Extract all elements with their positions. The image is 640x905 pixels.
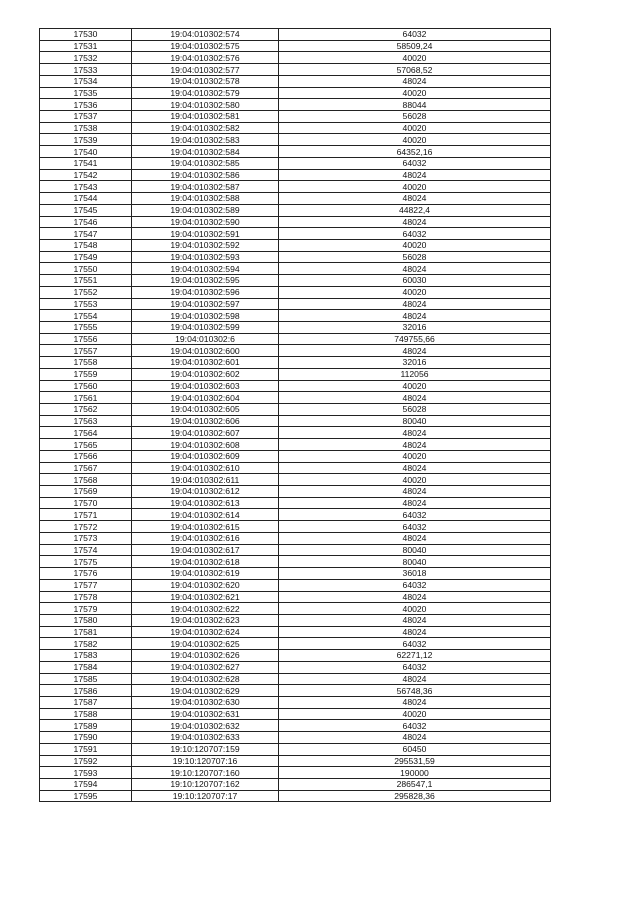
cadastral-number-cell: 19:04:010302:582: [132, 122, 279, 134]
table-row: [40, 181, 551, 193]
cadastral-number-cell: 19:04:010302:612: [132, 486, 279, 498]
value-cell: 40020: [279, 474, 551, 486]
value-cell: 64032: [279, 228, 551, 240]
row-number-cell: 17586: [40, 685, 132, 697]
cadastral-number-cell: 19:04:010302:576: [132, 52, 279, 64]
data-table: [39, 28, 551, 802]
table-row: [40, 626, 551, 638]
table-row: [40, 568, 551, 580]
row-number-cell: 17557: [40, 345, 132, 357]
row-number-cell: 17541: [40, 157, 132, 169]
value-cell: 48024: [279, 462, 551, 474]
value-cell: 48024: [279, 532, 551, 544]
row-number-cell: 17588: [40, 708, 132, 720]
value-cell: 64032: [279, 720, 551, 732]
cadastral-number-cell: 19:10:120707:17: [132, 790, 279, 802]
table-row: [40, 134, 551, 146]
cadastral-number-cell: 19:04:010302:578: [132, 75, 279, 87]
table-row: [40, 497, 551, 509]
table-row: [40, 228, 551, 240]
row-number-cell: 17555: [40, 321, 132, 333]
row-number-cell: 17569: [40, 486, 132, 498]
value-cell: 40020: [279, 239, 551, 251]
table-row: [40, 486, 551, 498]
value-cell: 40020: [279, 603, 551, 615]
row-number-cell: 17551: [40, 275, 132, 287]
cadastral-number-cell: 19:04:010302:593: [132, 251, 279, 263]
cadastral-number-cell: 19:04:010302:633: [132, 732, 279, 744]
cadastral-number-cell: 19:04:010302:607: [132, 427, 279, 439]
row-number-cell: 17530: [40, 29, 132, 41]
table-row: [40, 532, 551, 544]
table-row: [40, 450, 551, 462]
table-row: [40, 779, 551, 791]
value-cell: 190000: [279, 767, 551, 779]
cadastral-number-cell: 19:04:010302:618: [132, 556, 279, 568]
table-row: [40, 696, 551, 708]
value-cell: 64032: [279, 509, 551, 521]
value-cell: 40020: [279, 52, 551, 64]
table-row: [40, 357, 551, 369]
cadastral-number-cell: 19:04:010302:610: [132, 462, 279, 474]
row-number-cell: 17592: [40, 755, 132, 767]
row-number-cell: 17547: [40, 228, 132, 240]
table-row: [40, 286, 551, 298]
row-number-cell: 17545: [40, 204, 132, 216]
value-cell: 48024: [279, 497, 551, 509]
value-cell: 80040: [279, 556, 551, 568]
table-row: [40, 298, 551, 310]
value-cell: 40020: [279, 450, 551, 462]
value-cell: 32016: [279, 321, 551, 333]
value-cell: 64032: [279, 29, 551, 41]
row-number-cell: 17565: [40, 439, 132, 451]
cadastral-number-cell: 19:04:010302:600: [132, 345, 279, 357]
row-number-cell: 17546: [40, 216, 132, 228]
value-cell: 112056: [279, 368, 551, 380]
row-number-cell: 17572: [40, 521, 132, 533]
table-row: [40, 321, 551, 333]
row-number-cell: 17590: [40, 732, 132, 744]
row-number-cell: 17531: [40, 40, 132, 52]
table-row: [40, 239, 551, 251]
table-row: [40, 251, 551, 263]
row-number-cell: 17561: [40, 392, 132, 404]
table-row: [40, 64, 551, 76]
value-cell: 58509,24: [279, 40, 551, 52]
table-row: [40, 720, 551, 732]
value-cell: 40020: [279, 134, 551, 146]
value-cell: 64352,16: [279, 146, 551, 158]
value-cell: 40020: [279, 286, 551, 298]
value-cell: 48024: [279, 673, 551, 685]
value-cell: 60450: [279, 743, 551, 755]
value-cell: 40020: [279, 708, 551, 720]
cadastral-number-cell: 19:04:010302:619: [132, 568, 279, 580]
cadastral-number-cell: 19:10:120707:16: [132, 755, 279, 767]
value-cell: 48024: [279, 696, 551, 708]
row-number-cell: 17570: [40, 497, 132, 509]
table-row: [40, 661, 551, 673]
table-row: [40, 40, 551, 52]
table-row: [40, 263, 551, 275]
row-number-cell: 17567: [40, 462, 132, 474]
cadastral-number-cell: 19:04:010302:624: [132, 626, 279, 638]
table-row: [40, 521, 551, 533]
cadastral-number-cell: 19:04:010302:580: [132, 99, 279, 111]
value-cell: 64032: [279, 521, 551, 533]
row-number-cell: 17568: [40, 474, 132, 486]
value-cell: 62271,12: [279, 650, 551, 662]
cadastral-number-cell: 19:04:010302:632: [132, 720, 279, 732]
row-number-cell: 17553: [40, 298, 132, 310]
table-row: [40, 579, 551, 591]
table-row: [40, 743, 551, 755]
value-cell: 40020: [279, 380, 551, 392]
cadastral-number-cell: 19:04:010302:625: [132, 638, 279, 650]
table-row: [40, 415, 551, 427]
cadastral-number-cell: 19:04:010302:614: [132, 509, 279, 521]
value-cell: 80040: [279, 544, 551, 556]
cadastral-number-cell: 19:04:010302:603: [132, 380, 279, 392]
cadastral-number-cell: 19:04:010302:599: [132, 321, 279, 333]
table-row: [40, 146, 551, 158]
value-cell: 56028: [279, 251, 551, 263]
row-number-cell: 17578: [40, 591, 132, 603]
row-number-cell: 17571: [40, 509, 132, 521]
cadastral-number-cell: 19:04:010302:588: [132, 193, 279, 205]
cadastral-number-cell: 19:04:010302:621: [132, 591, 279, 603]
table-row: [40, 310, 551, 322]
cadastral-number-cell: 19:04:010302:595: [132, 275, 279, 287]
table-row: [40, 404, 551, 416]
table-row: [40, 75, 551, 87]
value-cell: 60030: [279, 275, 551, 287]
row-number-cell: 17542: [40, 169, 132, 181]
row-number-cell: 17563: [40, 415, 132, 427]
cadastral-number-cell: 19:10:120707:160: [132, 767, 279, 779]
cadastral-number-cell: 19:04:010302:586: [132, 169, 279, 181]
table-row: [40, 603, 551, 615]
row-number-cell: 17548: [40, 239, 132, 251]
cadastral-number-cell: 19:04:010302:594: [132, 263, 279, 275]
value-cell: 64032: [279, 157, 551, 169]
row-number-cell: 17537: [40, 111, 132, 123]
table-row: [40, 767, 551, 779]
value-cell: 48024: [279, 614, 551, 626]
row-number-cell: 17536: [40, 99, 132, 111]
row-number-cell: 17550: [40, 263, 132, 275]
cadastral-number-cell: 19:04:010302:590: [132, 216, 279, 228]
table-row: [40, 157, 551, 169]
cadastral-number-cell: 19:04:010302:623: [132, 614, 279, 626]
table-row: [40, 111, 551, 123]
value-cell: 48024: [279, 310, 551, 322]
cadastral-number-cell: 19:04:010302:628: [132, 673, 279, 685]
value-cell: 48024: [279, 169, 551, 181]
table-row: [40, 427, 551, 439]
row-number-cell: 17539: [40, 134, 132, 146]
table-row: [40, 216, 551, 228]
table-row: [40, 474, 551, 486]
table-row: [40, 685, 551, 697]
value-cell: 48024: [279, 216, 551, 228]
row-number-cell: 17560: [40, 380, 132, 392]
table-row: [40, 439, 551, 451]
value-cell: 48024: [279, 486, 551, 498]
value-cell: 48024: [279, 263, 551, 275]
row-number-cell: 17581: [40, 626, 132, 638]
value-cell: 56028: [279, 404, 551, 416]
row-number-cell: 17589: [40, 720, 132, 732]
row-number-cell: 17584: [40, 661, 132, 673]
cadastral-number-cell: 19:04:010302:608: [132, 439, 279, 451]
value-cell: 64032: [279, 661, 551, 673]
cadastral-number-cell: 19:10:120707:162: [132, 779, 279, 791]
row-number-cell: 17583: [40, 650, 132, 662]
value-cell: 64032: [279, 638, 551, 650]
row-number-cell: 17554: [40, 310, 132, 322]
value-cell: 48024: [279, 345, 551, 357]
cadastral-number-cell: 19:04:010302:604: [132, 392, 279, 404]
table-row: [40, 52, 551, 64]
table-body: [40, 29, 551, 802]
table-row: [40, 650, 551, 662]
table-row: [40, 673, 551, 685]
cadastral-number-cell: 19:04:010302:579: [132, 87, 279, 99]
value-cell: 749755,66: [279, 333, 551, 345]
cadastral-number-cell: 19:04:010302:620: [132, 579, 279, 591]
row-number-cell: 17573: [40, 532, 132, 544]
value-cell: 40020: [279, 181, 551, 193]
value-cell: 40020: [279, 87, 551, 99]
value-cell: 48024: [279, 732, 551, 744]
value-cell: 80040: [279, 415, 551, 427]
cadastral-number-cell: 19:04:010302:587: [132, 181, 279, 193]
value-cell: 44822,4: [279, 204, 551, 216]
row-number-cell: 17576: [40, 568, 132, 580]
table-row: [40, 614, 551, 626]
table-row: [40, 556, 551, 568]
value-cell: 40020: [279, 122, 551, 134]
cadastral-number-cell: 19:04:010302:596: [132, 286, 279, 298]
cadastral-number-cell: 19:10:120707:159: [132, 743, 279, 755]
row-number-cell: 17533: [40, 64, 132, 76]
row-number-cell: 17587: [40, 696, 132, 708]
cadastral-number-cell: 19:04:010302:574: [132, 29, 279, 41]
row-number-cell: 17591: [40, 743, 132, 755]
value-cell: 48024: [279, 591, 551, 603]
table-row: [40, 345, 551, 357]
table-row: [40, 275, 551, 287]
table-row: [40, 755, 551, 767]
table-row: [40, 169, 551, 181]
row-number-cell: 17579: [40, 603, 132, 615]
value-cell: 295828,36: [279, 790, 551, 802]
row-number-cell: 17538: [40, 122, 132, 134]
row-number-cell: 17577: [40, 579, 132, 591]
row-number-cell: 17552: [40, 286, 132, 298]
value-cell: 295531,59: [279, 755, 551, 767]
value-cell: 64032: [279, 579, 551, 591]
cadastral-number-cell: 19:04:010302:597: [132, 298, 279, 310]
table-row: [40, 99, 551, 111]
row-number-cell: 17575: [40, 556, 132, 568]
cadastral-number-cell: 19:04:010302:581: [132, 111, 279, 123]
row-number-cell: 17585: [40, 673, 132, 685]
cadastral-number-cell: 19:04:010302:6: [132, 333, 279, 345]
cadastral-number-cell: 19:04:010302:629: [132, 685, 279, 697]
cadastral-number-cell: 19:04:010302:609: [132, 450, 279, 462]
cadastral-number-cell: 19:04:010302:592: [132, 239, 279, 251]
cadastral-number-cell: 19:04:010302:605: [132, 404, 279, 416]
row-number-cell: 17595: [40, 790, 132, 802]
cadastral-number-cell: 19:04:010302:585: [132, 157, 279, 169]
table-row: [40, 368, 551, 380]
cadastral-number-cell: 19:04:010302:591: [132, 228, 279, 240]
cadastral-number-cell: 19:04:010302:611: [132, 474, 279, 486]
table-row: [40, 462, 551, 474]
value-cell: 56028: [279, 111, 551, 123]
value-cell: 32016: [279, 357, 551, 369]
cadastral-number-cell: 19:04:010302:601: [132, 357, 279, 369]
cadastral-number-cell: 19:04:010302:575: [132, 40, 279, 52]
value-cell: 48024: [279, 392, 551, 404]
value-cell: 36018: [279, 568, 551, 580]
row-number-cell: 17593: [40, 767, 132, 779]
row-number-cell: 17535: [40, 87, 132, 99]
row-number-cell: 17558: [40, 357, 132, 369]
cadastral-number-cell: 19:04:010302:616: [132, 532, 279, 544]
cadastral-number-cell: 19:04:010302:577: [132, 64, 279, 76]
table-row: [40, 790, 551, 802]
table-row: [40, 638, 551, 650]
cadastral-number-cell: 19:04:010302:589: [132, 204, 279, 216]
cadastral-number-cell: 19:04:010302:613: [132, 497, 279, 509]
cadastral-number-cell: 19:04:010302:583: [132, 134, 279, 146]
value-cell: 57068,52: [279, 64, 551, 76]
value-cell: 48024: [279, 298, 551, 310]
row-number-cell: 17559: [40, 368, 132, 380]
cadastral-number-cell: 19:04:010302:602: [132, 368, 279, 380]
cadastral-number-cell: 19:04:010302:615: [132, 521, 279, 533]
row-number-cell: 17549: [40, 251, 132, 263]
table-row: [40, 544, 551, 556]
row-number-cell: 17580: [40, 614, 132, 626]
table-row: [40, 509, 551, 521]
row-number-cell: 17544: [40, 193, 132, 205]
table-row: [40, 29, 551, 41]
row-number-cell: 17562: [40, 404, 132, 416]
row-number-cell: 17556: [40, 333, 132, 345]
row-number-cell: 17532: [40, 52, 132, 64]
value-cell: 56748,36: [279, 685, 551, 697]
cadastral-number-cell: 19:04:010302:606: [132, 415, 279, 427]
row-number-cell: 17534: [40, 75, 132, 87]
table-row: [40, 122, 551, 134]
cadastral-number-cell: 19:04:010302:630: [132, 696, 279, 708]
value-cell: 48024: [279, 193, 551, 205]
value-cell: 48024: [279, 439, 551, 451]
row-number-cell: 17574: [40, 544, 132, 556]
row-number-cell: 17582: [40, 638, 132, 650]
table-row: [40, 392, 551, 404]
cadastral-number-cell: 19:04:010302:626: [132, 650, 279, 662]
table-row: [40, 708, 551, 720]
row-number-cell: 17540: [40, 146, 132, 158]
row-number-cell: 17566: [40, 450, 132, 462]
cadastral-number-cell: 19:04:010302:598: [132, 310, 279, 322]
value-cell: 88044: [279, 99, 551, 111]
value-cell: 48024: [279, 75, 551, 87]
cadastral-number-cell: 19:04:010302:622: [132, 603, 279, 615]
table-row: [40, 333, 551, 345]
value-cell: 48024: [279, 626, 551, 638]
row-number-cell: 17543: [40, 181, 132, 193]
value-cell: 48024: [279, 427, 551, 439]
cadastral-number-cell: 19:04:010302:584: [132, 146, 279, 158]
table-row: [40, 380, 551, 392]
table-row: [40, 204, 551, 216]
table-row: [40, 732, 551, 744]
cadastral-number-cell: 19:04:010302:627: [132, 661, 279, 673]
table-row: [40, 87, 551, 99]
cadastral-number-cell: 19:04:010302:617: [132, 544, 279, 556]
table-row: [40, 193, 551, 205]
table-row: [40, 591, 551, 603]
row-number-cell: 17594: [40, 779, 132, 791]
row-number-cell: 17564: [40, 427, 132, 439]
cadastral-number-cell: 19:04:010302:631: [132, 708, 279, 720]
value-cell: 286547,1: [279, 779, 551, 791]
